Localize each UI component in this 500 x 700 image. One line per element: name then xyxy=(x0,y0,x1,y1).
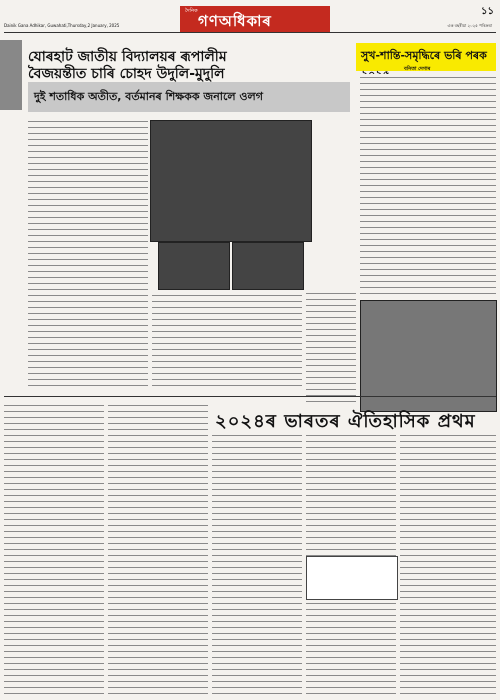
story-text-col3 xyxy=(212,432,302,696)
photo-icon xyxy=(158,242,230,290)
header-rule xyxy=(4,32,496,33)
story-text-col5 xyxy=(400,432,496,696)
feature-title: সুখ-শান্তি-সমৃদ্ধিৰে ভৰি পৰক xyxy=(361,49,487,62)
feature-text xyxy=(360,74,496,296)
masthead-logo-small: দৈনিক xyxy=(185,8,198,14)
masthead-right-text: এক বছৰীয়া ২০২৫ পৰিক্ৰমা xyxy=(447,23,492,28)
masthead-logo-text: গণঅধিকাৰ xyxy=(198,12,272,30)
section-mark xyxy=(0,40,22,110)
lead-text-col3 xyxy=(306,290,356,405)
second-headline: ২০২৪ৰ ভাৰতৰ ঐতিহাসিক প্ৰথম xyxy=(215,411,476,432)
story-text-col2 xyxy=(108,402,208,696)
lead-headline-line1: যোৰহাট জাতীয় বিদ্যালয়ৰ ৰূপালীম xyxy=(28,49,227,65)
inset-box xyxy=(306,556,398,600)
lead-headline-line2: বৈজয়ন্তীত চাৰি চোহদ উদুলি-মুদুলি xyxy=(28,66,225,82)
lead-subheadline: দুই শতাধিক অতীত, বৰ্তমানৰ শিক্ষকক জনালে ওলগ xyxy=(34,90,263,103)
section-divider xyxy=(4,396,496,397)
lead-text-col2 xyxy=(152,292,302,388)
feature-byline: বনিতা দেগাৰ xyxy=(404,66,431,72)
masthead-date-line: Dainik Gana Adhikar, Guwahati,Thursday,2 January, 2025 xyxy=(4,23,120,28)
photo-icon xyxy=(150,120,312,242)
story-text-col1 xyxy=(4,402,104,696)
lead-text-col1 xyxy=(28,118,148,388)
photo-icon xyxy=(232,242,304,290)
page-number: ১১ xyxy=(481,6,494,17)
